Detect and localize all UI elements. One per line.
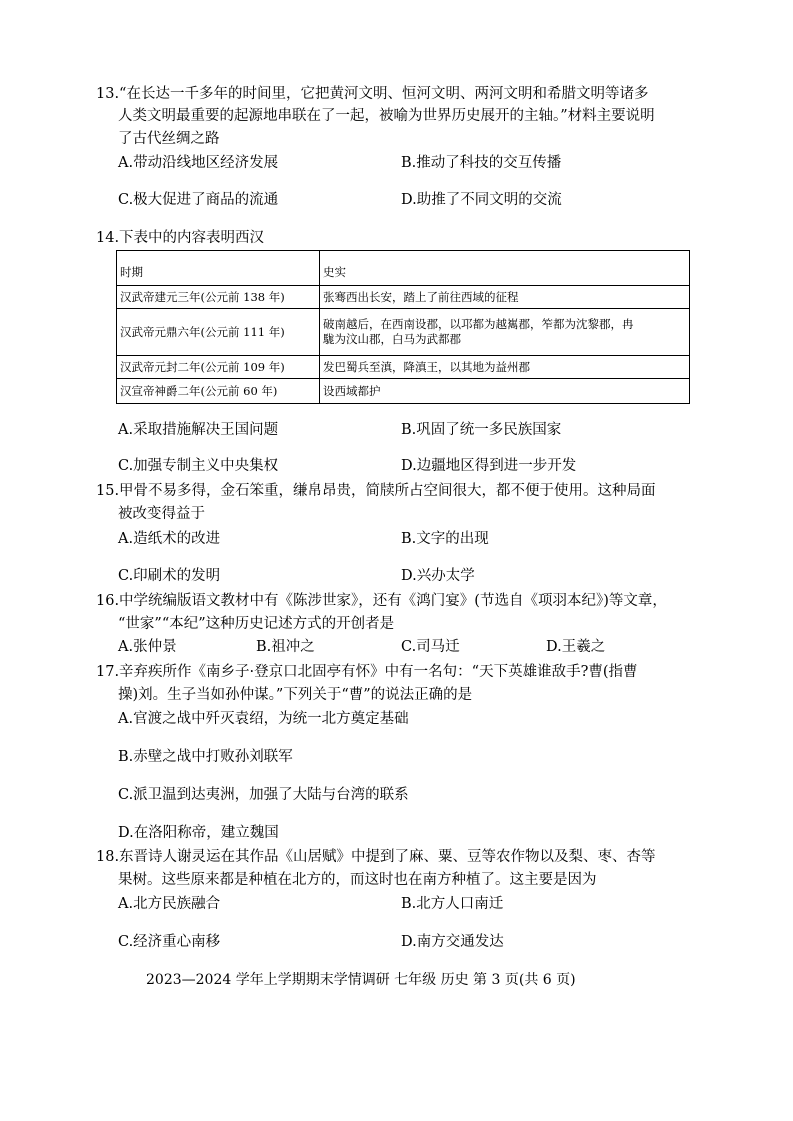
table-cell-period: 汉武帝建元三年(公元前 138 年) xyxy=(117,286,320,309)
q14-option-b[interactable]: B.巩固了统一多民族国家 xyxy=(401,422,562,438)
q15-option-c[interactable]: C.印刷术的发明 xyxy=(118,568,221,584)
page-footer: 2023—2024 学年上学期期末学情调研 七年级 历史 第 3 页(共 6 页) xyxy=(146,972,576,988)
table-cell-fact: 张骞西出长安，踏上了前往西域的征程 xyxy=(320,286,690,309)
q16-stem-line2: “世家”“本纪”这种历史记述方式的开创者是 xyxy=(118,616,395,632)
table-cell-fact: 发巴蜀兵至滇，降滇王，以其地为益州郡 xyxy=(320,356,690,379)
table-row xyxy=(117,309,690,356)
q17-option-b[interactable]: B.赤壁之战中打败孙刘联军 xyxy=(118,749,293,765)
q13-stem-line1: 13.“在长达一千多年的时间里，它把黄河文明、恒河文明、两河文明和希腊文明等诸多 xyxy=(96,86,649,102)
q18-stem-line2: 果树。这些原来都是种植在北方的，而这时也在南方种植了。这主要是因为 xyxy=(118,872,597,888)
table-header-facts: 史实 xyxy=(320,251,690,286)
q13-option-b[interactable]: B.推动了科技的交互传播 xyxy=(401,155,562,171)
table-cell-fact: 设西域都护 xyxy=(320,379,690,404)
q13-option-d[interactable]: D.助推了不同文明的交流 xyxy=(401,192,562,208)
table-cell-fact-line2: 駹为汶山郡，白马为武都郡 xyxy=(323,332,461,346)
q14-option-c[interactable]: C.加强专制主义中央集权 xyxy=(118,458,279,474)
q13-stem-line2: 人类文明最重要的起源地串联在了一起，被喻为世界历史展开的主轴。”材料主要说明 xyxy=(118,108,655,124)
q15-option-a[interactable]: A.造纸术的改进 xyxy=(118,531,221,547)
table-row xyxy=(117,356,690,379)
table-cell-period: 汉宣帝神爵二年(公元前 60 年) xyxy=(117,379,320,404)
q17-stem-line1: 17.辛弃疾所作《南乡子·登京口北固亭有怀》中有一名句：“天下英雄谁敌手?曹(指曹 xyxy=(96,664,638,680)
q17-stem-line2: 操)刘。生子当如孙仲谋。”下列关于“曹”的说法正确的是 xyxy=(118,687,473,703)
q14-option-d[interactable]: D.边疆地区得到进一步开发 xyxy=(401,458,577,474)
table-cell-period: 汉武帝元鼎六年(公元前 111 年) xyxy=(117,309,320,356)
q18-stem-line1: 18.东晋诗人谢灵运在其作品《山居赋》中提到了麻、粟、豆等农作物以及梨、枣、杏等 xyxy=(96,849,656,865)
q18-option-a[interactable]: A.北方民族融合 xyxy=(118,896,221,912)
table-row xyxy=(117,379,690,404)
q15-option-d[interactable]: D.兴办太学 xyxy=(401,568,475,584)
q18-option-b[interactable]: B.北方人口南迁 xyxy=(401,896,504,912)
q18-option-c[interactable]: C.经济重心南移 xyxy=(118,934,221,950)
q16-option-c[interactable]: C.司马迁 xyxy=(401,639,460,655)
q13-stem-line3: 了古代丝绸之路 xyxy=(118,131,220,147)
q14-stem: 14.下表中的内容表明西汉 xyxy=(96,230,265,246)
table-header-period: 时期 xyxy=(117,251,320,286)
q13-option-a[interactable]: A.带动沿线地区经济发展 xyxy=(118,155,279,171)
q17-option-d[interactable]: D.在洛阳称帝，建立魏国 xyxy=(118,825,279,841)
q16-option-b[interactable]: B.祖冲之 xyxy=(256,639,315,655)
table-row xyxy=(117,286,690,309)
table-cell-fact xyxy=(320,309,690,356)
history-table xyxy=(116,250,690,404)
q13-option-c[interactable]: C.极大促进了商品的流通 xyxy=(118,192,279,208)
q15-option-b[interactable]: B.文字的出现 xyxy=(401,531,489,547)
q14-option-a[interactable]: A.采取措施解决王国问题 xyxy=(118,422,279,438)
q17-option-a[interactable]: A.官渡之战中歼灭袁绍，为统一北方奠定基础 xyxy=(118,711,409,727)
q16-option-a[interactable]: A.张仲景 xyxy=(118,639,177,655)
q15-stem-line1: 15.甲骨不易多得，金石笨重，缣帛昂贵，简牍所占空间很大，都不便于使用。这种局面 xyxy=(96,483,656,499)
q16-stem-line1: 16.中学统编版语文教材中有《陈涉世家》，还有《鸿门宴》(节选自《项羽本纪》)等文章， xyxy=(96,593,667,609)
table-cell-period: 汉武帝元封二年(公元前 109 年) xyxy=(117,356,320,379)
q15-stem-line2: 被改变得益于 xyxy=(118,506,205,522)
table-cell-fact-line1: 破南越后，在西南设郡，以邛都为越嶲郡，笮都为沈黎郡，冉 xyxy=(323,317,634,331)
q18-option-d[interactable]: D.南方交通发达 xyxy=(401,934,504,950)
table-header-row xyxy=(117,251,690,286)
q17-option-c[interactable]: C.派卫温到达夷洲，加强了大陆与台湾的联系 xyxy=(118,787,409,803)
q16-option-d[interactable]: D.王羲之 xyxy=(546,639,606,655)
